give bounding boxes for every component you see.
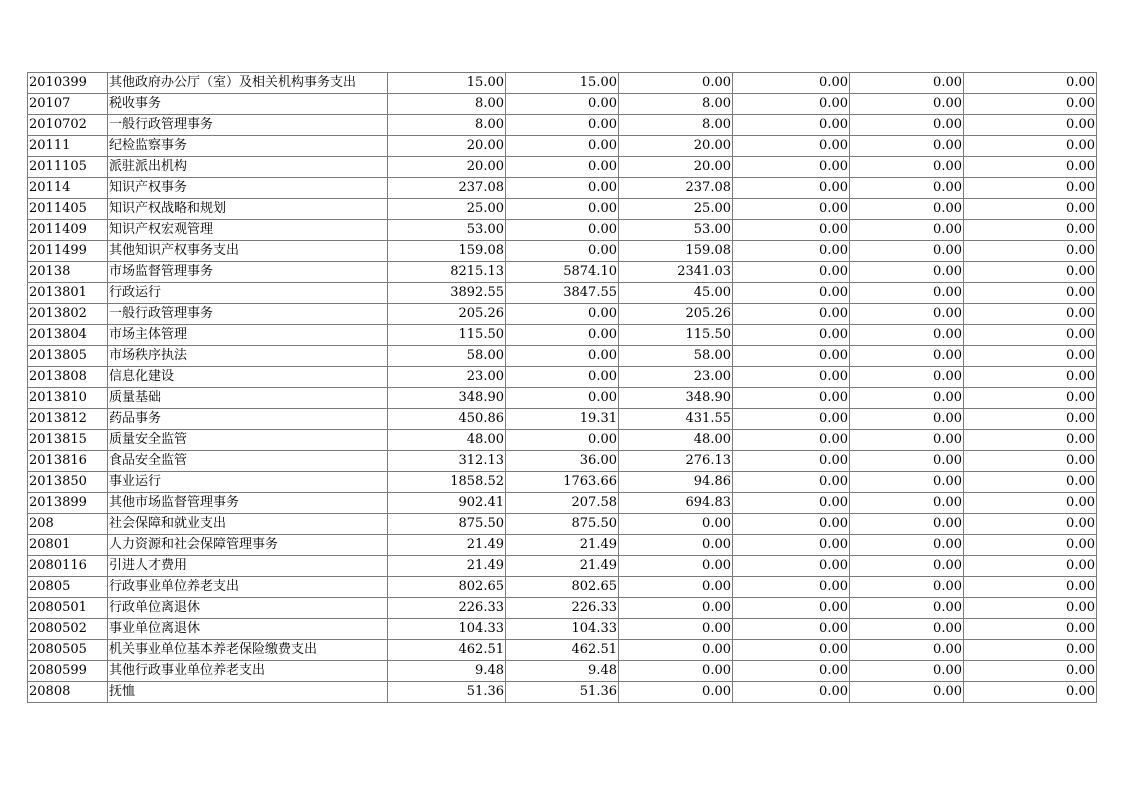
column-7-cell: 0.00 — [850, 598, 964, 619]
column-8-cell: 0.00 — [964, 556, 1097, 577]
column-6-cell: 0.00 — [733, 115, 850, 136]
basic-expenditure-cell: 19.31 — [506, 409, 619, 430]
column-8-cell: 0.00 — [964, 325, 1097, 346]
basic-expenditure-cell: 1763.66 — [506, 472, 619, 493]
project-expenditure-cell: 25.00 — [619, 199, 733, 220]
column-8-cell: 0.00 — [964, 640, 1097, 661]
column-6-cell: 0.00 — [733, 94, 850, 115]
column-8-cell: 0.00 — [964, 304, 1097, 325]
subject-name-cell: 抚恤 — [108, 682, 388, 703]
subject-code-cell: 20107 — [28, 94, 108, 115]
basic-expenditure-cell: 21.49 — [506, 556, 619, 577]
subject-code-cell: 20138 — [28, 262, 108, 283]
expenditure-table-sheet — [27, 72, 1097, 703]
subject-code-cell: 20114 — [28, 178, 108, 199]
total-cell: 8.00 — [388, 115, 506, 136]
basic-expenditure-cell: 51.36 — [506, 682, 619, 703]
subject-code-cell: 208 — [28, 514, 108, 535]
column-6-cell: 0.00 — [733, 451, 850, 472]
project-expenditure-cell: 0.00 — [619, 682, 733, 703]
table-row — [28, 115, 1097, 136]
column-6-cell: 0.00 — [733, 325, 850, 346]
column-8-cell: 0.00 — [964, 577, 1097, 598]
total-cell: 9.48 — [388, 661, 506, 682]
column-6-cell: 0.00 — [733, 409, 850, 430]
basic-expenditure-cell: 21.49 — [506, 535, 619, 556]
column-7-cell: 0.00 — [850, 220, 964, 241]
column-6-cell: 0.00 — [733, 199, 850, 220]
subject-code-cell: 2013812 — [28, 409, 108, 430]
project-expenditure-cell: 53.00 — [619, 220, 733, 241]
column-6-cell: 0.00 — [733, 493, 850, 514]
basic-expenditure-cell: 0.00 — [506, 346, 619, 367]
table-row — [28, 178, 1097, 199]
basic-expenditure-cell: 0.00 — [506, 220, 619, 241]
basic-expenditure-cell: 5874.10 — [506, 262, 619, 283]
table-row — [28, 94, 1097, 115]
table-row — [28, 136, 1097, 157]
column-6-cell: 0.00 — [733, 346, 850, 367]
total-cell: 450.86 — [388, 409, 506, 430]
table-row — [28, 472, 1097, 493]
subject-code-cell: 2010399 — [28, 73, 108, 94]
subject-name-cell: 社会保障和就业支出 — [108, 514, 388, 535]
column-7-cell: 0.00 — [850, 556, 964, 577]
project-expenditure-cell: 58.00 — [619, 346, 733, 367]
table-row — [28, 220, 1097, 241]
total-cell: 226.33 — [388, 598, 506, 619]
table-row — [28, 367, 1097, 388]
table-row — [28, 535, 1097, 556]
table-row — [28, 577, 1097, 598]
subject-code-cell: 20808 — [28, 682, 108, 703]
basic-expenditure-cell: 0.00 — [506, 136, 619, 157]
column-6-cell: 0.00 — [733, 388, 850, 409]
column-8-cell: 0.00 — [964, 661, 1097, 682]
project-expenditure-cell: 48.00 — [619, 430, 733, 451]
basic-expenditure-cell: 802.65 — [506, 577, 619, 598]
subject-code-cell: 20805 — [28, 577, 108, 598]
subject-name-cell: 派驻派出机构 — [108, 157, 388, 178]
subject-code-cell: 2013805 — [28, 346, 108, 367]
column-7-cell: 0.00 — [850, 577, 964, 598]
total-cell: 205.26 — [388, 304, 506, 325]
subject-name-cell: 税收事务 — [108, 94, 388, 115]
project-expenditure-cell: 0.00 — [619, 661, 733, 682]
column-6-cell: 0.00 — [733, 640, 850, 661]
subject-code-cell: 2013801 — [28, 283, 108, 304]
subject-name-cell: 一般行政管理事务 — [108, 304, 388, 325]
subject-code-cell: 2013802 — [28, 304, 108, 325]
subject-name-cell: 市场秩序执法 — [108, 346, 388, 367]
column-8-cell: 0.00 — [964, 388, 1097, 409]
table-row — [28, 430, 1097, 451]
subject-name-cell: 知识产权宏观管理 — [108, 220, 388, 241]
project-expenditure-cell: 276.13 — [619, 451, 733, 472]
project-expenditure-cell: 8.00 — [619, 115, 733, 136]
subject-code-cell: 2010702 — [28, 115, 108, 136]
subject-name-cell: 其他政府办公厅（室）及相关机构事务支出 — [108, 73, 388, 94]
basic-expenditure-cell: 0.00 — [506, 178, 619, 199]
column-6-cell: 0.00 — [733, 73, 850, 94]
table-row — [28, 640, 1097, 661]
table-row — [28, 199, 1097, 220]
subject-code-cell: 2011105 — [28, 157, 108, 178]
subject-name-cell: 事业单位离退休 — [108, 619, 388, 640]
column-8-cell: 0.00 — [964, 94, 1097, 115]
table-row — [28, 325, 1097, 346]
subject-name-cell: 一般行政管理事务 — [108, 115, 388, 136]
subject-name-cell: 药品事务 — [108, 409, 388, 430]
column-6-cell: 0.00 — [733, 241, 850, 262]
column-7-cell: 0.00 — [850, 409, 964, 430]
column-7-cell: 0.00 — [850, 535, 964, 556]
project-expenditure-cell: 0.00 — [619, 556, 733, 577]
column-6-cell: 0.00 — [733, 556, 850, 577]
project-expenditure-cell: 348.90 — [619, 388, 733, 409]
table-row — [28, 682, 1097, 703]
column-7-cell: 0.00 — [850, 451, 964, 472]
subject-name-cell: 其他市场监督管理事务 — [108, 493, 388, 514]
column-7-cell: 0.00 — [850, 283, 964, 304]
subject-name-cell: 人力资源和社会保障管理事务 — [108, 535, 388, 556]
basic-expenditure-cell: 0.00 — [506, 304, 619, 325]
total-cell: 902.41 — [388, 493, 506, 514]
project-expenditure-cell: 237.08 — [619, 178, 733, 199]
subject-name-cell: 事业运行 — [108, 472, 388, 493]
total-cell: 25.00 — [388, 199, 506, 220]
subject-code-cell: 2013804 — [28, 325, 108, 346]
basic-expenditure-cell: 104.33 — [506, 619, 619, 640]
subject-code-cell: 2080599 — [28, 661, 108, 682]
column-6-cell: 0.00 — [733, 682, 850, 703]
subject-code-cell: 2013816 — [28, 451, 108, 472]
column-7-cell: 0.00 — [850, 199, 964, 220]
column-8-cell: 0.00 — [964, 535, 1097, 556]
table-row — [28, 598, 1097, 619]
basic-expenditure-cell: 36.00 — [506, 451, 619, 472]
project-expenditure-cell: 0.00 — [619, 640, 733, 661]
column-7-cell: 0.00 — [850, 388, 964, 409]
subject-code-cell: 2011409 — [28, 220, 108, 241]
column-7-cell: 0.00 — [850, 619, 964, 640]
column-6-cell: 0.00 — [733, 262, 850, 283]
basic-expenditure-cell: 462.51 — [506, 640, 619, 661]
column-8-cell: 0.00 — [964, 409, 1097, 430]
project-expenditure-cell: 23.00 — [619, 367, 733, 388]
column-6-cell: 0.00 — [733, 535, 850, 556]
total-cell: 348.90 — [388, 388, 506, 409]
column-8-cell: 0.00 — [964, 115, 1097, 136]
column-8-cell: 0.00 — [964, 241, 1097, 262]
subject-code-cell: 2080502 — [28, 619, 108, 640]
basic-expenditure-cell: 875.50 — [506, 514, 619, 535]
project-expenditure-cell: 0.00 — [619, 535, 733, 556]
total-cell: 8215.13 — [388, 262, 506, 283]
column-8-cell: 0.00 — [964, 451, 1097, 472]
table-row — [28, 409, 1097, 430]
total-cell: 21.49 — [388, 535, 506, 556]
column-8-cell: 0.00 — [964, 430, 1097, 451]
column-8-cell: 0.00 — [964, 682, 1097, 703]
total-cell: 58.00 — [388, 346, 506, 367]
table-row — [28, 262, 1097, 283]
basic-expenditure-cell: 0.00 — [506, 388, 619, 409]
basic-expenditure-cell: 226.33 — [506, 598, 619, 619]
table-row — [28, 304, 1097, 325]
column-8-cell: 0.00 — [964, 262, 1097, 283]
project-expenditure-cell: 0.00 — [619, 619, 733, 640]
column-6-cell: 0.00 — [733, 220, 850, 241]
column-6-cell: 0.00 — [733, 283, 850, 304]
column-6-cell: 0.00 — [733, 178, 850, 199]
column-8-cell: 0.00 — [964, 514, 1097, 535]
column-7-cell: 0.00 — [850, 115, 964, 136]
table-row — [28, 346, 1097, 367]
subject-name-cell: 知识产权事务 — [108, 178, 388, 199]
column-6-cell: 0.00 — [733, 514, 850, 535]
subject-code-cell: 2080501 — [28, 598, 108, 619]
column-8-cell: 0.00 — [964, 220, 1097, 241]
basic-expenditure-cell: 15.00 — [506, 73, 619, 94]
expenditure-table — [27, 72, 1097, 703]
column-6-cell: 0.00 — [733, 157, 850, 178]
total-cell: 1858.52 — [388, 472, 506, 493]
basic-expenditure-cell: 0.00 — [506, 157, 619, 178]
column-7-cell: 0.00 — [850, 178, 964, 199]
basic-expenditure-cell: 0.00 — [506, 94, 619, 115]
column-8-cell: 0.00 — [964, 598, 1097, 619]
total-cell: 3892.55 — [388, 283, 506, 304]
total-cell: 23.00 — [388, 367, 506, 388]
basic-expenditure-cell: 0.00 — [506, 430, 619, 451]
subject-name-cell: 行政事业单位养老支出 — [108, 577, 388, 598]
total-cell: 20.00 — [388, 157, 506, 178]
subject-code-cell: 2013899 — [28, 493, 108, 514]
basic-expenditure-cell: 0.00 — [506, 325, 619, 346]
subject-code-cell: 20111 — [28, 136, 108, 157]
subject-name-cell: 市场监督管理事务 — [108, 262, 388, 283]
table-row — [28, 451, 1097, 472]
table-row — [28, 619, 1097, 640]
column-7-cell: 0.00 — [850, 346, 964, 367]
subject-code-cell: 2011499 — [28, 241, 108, 262]
column-7-cell: 0.00 — [850, 136, 964, 157]
column-7-cell: 0.00 — [850, 661, 964, 682]
subject-name-cell: 纪检监察事务 — [108, 136, 388, 157]
basic-expenditure-cell: 0.00 — [506, 199, 619, 220]
column-7-cell: 0.00 — [850, 514, 964, 535]
table-row — [28, 73, 1097, 94]
basic-expenditure-cell: 9.48 — [506, 661, 619, 682]
subject-code-cell: 2013808 — [28, 367, 108, 388]
column-8-cell: 0.00 — [964, 283, 1097, 304]
subject-name-cell: 信息化建设 — [108, 367, 388, 388]
project-expenditure-cell: 20.00 — [619, 157, 733, 178]
column-7-cell: 0.00 — [850, 682, 964, 703]
total-cell: 48.00 — [388, 430, 506, 451]
subject-code-cell: 2011405 — [28, 199, 108, 220]
table-row — [28, 514, 1097, 535]
table-row — [28, 661, 1097, 682]
project-expenditure-cell: 0.00 — [619, 514, 733, 535]
subject-name-cell: 食品安全监管 — [108, 451, 388, 472]
subject-code-cell: 2013810 — [28, 388, 108, 409]
project-expenditure-cell: 2341.03 — [619, 262, 733, 283]
total-cell: 462.51 — [388, 640, 506, 661]
table-row — [28, 283, 1097, 304]
subject-code-cell: 20801 — [28, 535, 108, 556]
column-7-cell: 0.00 — [850, 430, 964, 451]
column-6-cell: 0.00 — [733, 619, 850, 640]
project-expenditure-cell: 45.00 — [619, 283, 733, 304]
subject-name-cell: 质量安全监管 — [108, 430, 388, 451]
column-6-cell: 0.00 — [733, 136, 850, 157]
subject-code-cell: 2013850 — [28, 472, 108, 493]
column-6-cell: 0.00 — [733, 661, 850, 682]
basic-expenditure-cell: 0.00 — [506, 115, 619, 136]
total-cell: 53.00 — [388, 220, 506, 241]
table-row — [28, 388, 1097, 409]
subject-name-cell: 知识产权战略和规划 — [108, 199, 388, 220]
total-cell: 312.13 — [388, 451, 506, 472]
subject-code-cell: 2080505 — [28, 640, 108, 661]
project-expenditure-cell: 205.26 — [619, 304, 733, 325]
subject-name-cell: 质量基础 — [108, 388, 388, 409]
basic-expenditure-cell: 207.58 — [506, 493, 619, 514]
table-row — [28, 157, 1097, 178]
column-6-cell: 0.00 — [733, 577, 850, 598]
column-7-cell: 0.00 — [850, 157, 964, 178]
project-expenditure-cell: 159.08 — [619, 241, 733, 262]
total-cell: 875.50 — [388, 514, 506, 535]
project-expenditure-cell: 94.86 — [619, 472, 733, 493]
subject-code-cell: 2080116 — [28, 556, 108, 577]
basic-expenditure-cell: 3847.55 — [506, 283, 619, 304]
project-expenditure-cell: 0.00 — [619, 73, 733, 94]
total-cell: 8.00 — [388, 94, 506, 115]
total-cell: 51.36 — [388, 682, 506, 703]
basic-expenditure-cell: 0.00 — [506, 367, 619, 388]
column-8-cell: 0.00 — [964, 199, 1097, 220]
subject-name-cell: 行政运行 — [108, 283, 388, 304]
column-7-cell: 0.00 — [850, 493, 964, 514]
column-6-cell: 0.00 — [733, 598, 850, 619]
project-expenditure-cell: 0.00 — [619, 598, 733, 619]
total-cell: 802.65 — [388, 577, 506, 598]
column-7-cell: 0.00 — [850, 472, 964, 493]
column-6-cell: 0.00 — [733, 472, 850, 493]
column-8-cell: 0.00 — [964, 136, 1097, 157]
subject-name-cell: 引进人才费用 — [108, 556, 388, 577]
column-8-cell: 0.00 — [964, 346, 1097, 367]
total-cell: 20.00 — [388, 136, 506, 157]
total-cell: 104.33 — [388, 619, 506, 640]
total-cell: 21.49 — [388, 556, 506, 577]
project-expenditure-cell: 8.00 — [619, 94, 733, 115]
total-cell: 15.00 — [388, 73, 506, 94]
column-7-cell: 0.00 — [850, 73, 964, 94]
subject-name-cell: 其他知识产权事务支出 — [108, 241, 388, 262]
subject-name-cell: 市场主体管理 — [108, 325, 388, 346]
total-cell: 159.08 — [388, 241, 506, 262]
table-body — [28, 73, 1097, 703]
total-cell: 237.08 — [388, 178, 506, 199]
column-6-cell: 0.00 — [733, 430, 850, 451]
project-expenditure-cell: 0.00 — [619, 577, 733, 598]
project-expenditure-cell: 115.50 — [619, 325, 733, 346]
column-7-cell: 0.00 — [850, 241, 964, 262]
column-8-cell: 0.00 — [964, 367, 1097, 388]
table-row — [28, 241, 1097, 262]
subject-name-cell: 行政单位离退休 — [108, 598, 388, 619]
column-6-cell: 0.00 — [733, 367, 850, 388]
column-8-cell: 0.00 — [964, 493, 1097, 514]
project-expenditure-cell: 694.83 — [619, 493, 733, 514]
project-expenditure-cell: 431.55 — [619, 409, 733, 430]
table-row — [28, 556, 1097, 577]
column-7-cell: 0.00 — [850, 262, 964, 283]
column-8-cell: 0.00 — [964, 178, 1097, 199]
column-7-cell: 0.00 — [850, 94, 964, 115]
column-7-cell: 0.00 — [850, 367, 964, 388]
basic-expenditure-cell: 0.00 — [506, 241, 619, 262]
subject-name-cell: 其他行政事业单位养老支出 — [108, 661, 388, 682]
column-8-cell: 0.00 — [964, 619, 1097, 640]
column-7-cell: 0.00 — [850, 640, 964, 661]
column-6-cell: 0.00 — [733, 304, 850, 325]
column-7-cell: 0.00 — [850, 325, 964, 346]
column-8-cell: 0.00 — [964, 472, 1097, 493]
subject-name-cell: 机关事业单位基本养老保险缴费支出 — [108, 640, 388, 661]
table-row — [28, 493, 1097, 514]
column-8-cell: 0.00 — [964, 157, 1097, 178]
subject-code-cell: 2013815 — [28, 430, 108, 451]
column-7-cell: 0.00 — [850, 304, 964, 325]
column-8-cell: 0.00 — [964, 73, 1097, 94]
total-cell: 115.50 — [388, 325, 506, 346]
project-expenditure-cell: 20.00 — [619, 136, 733, 157]
